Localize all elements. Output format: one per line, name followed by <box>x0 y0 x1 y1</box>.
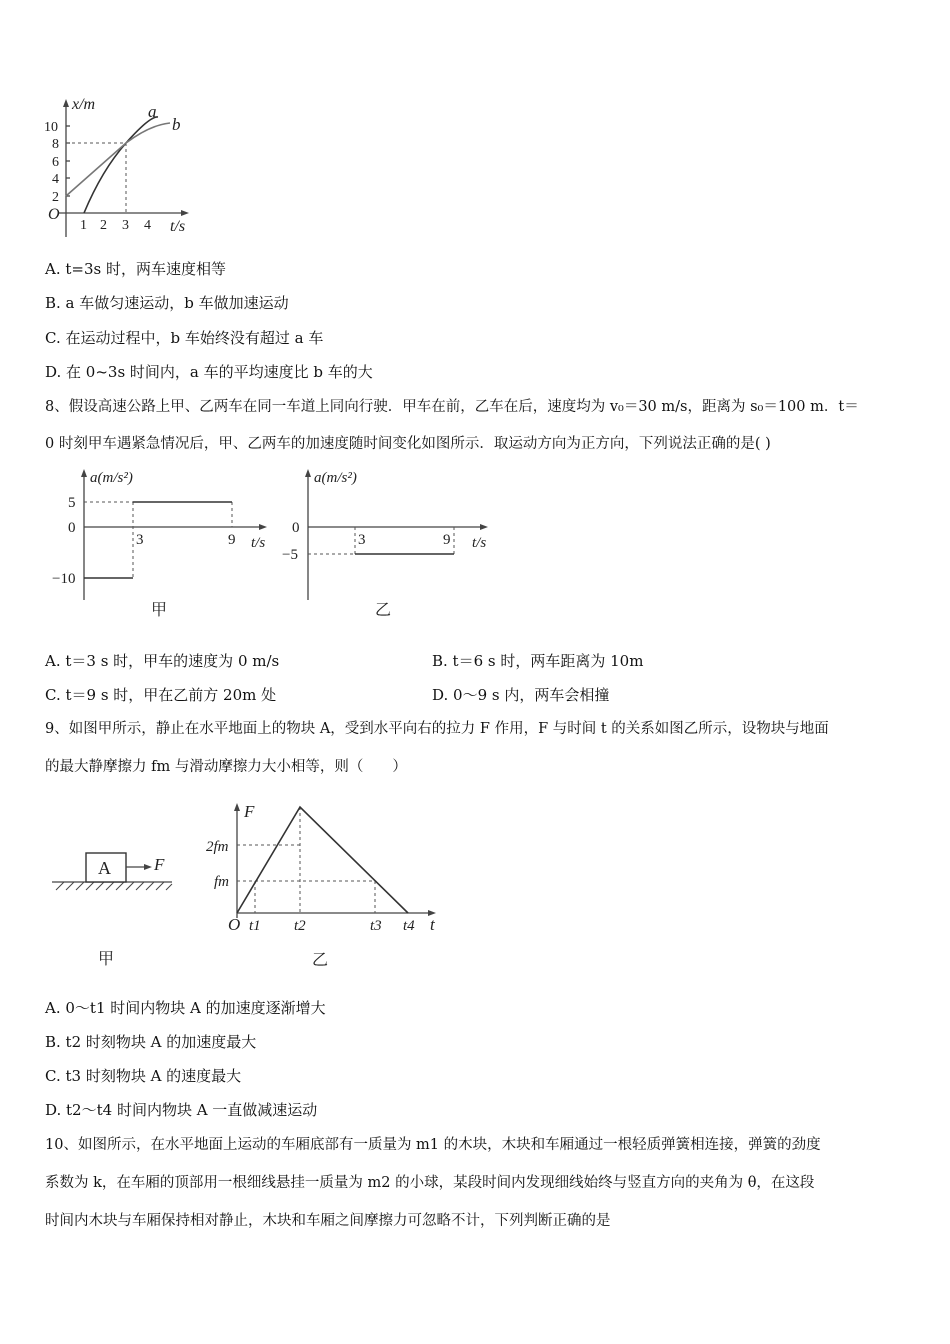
x-tick-label: t1 <box>249 918 261 934</box>
y-axis-label: F <box>244 802 255 821</box>
y-tick-label: 5 <box>68 495 76 511</box>
y-tick-label: 2fm <box>206 839 229 855</box>
x-tick-label: 3 <box>358 532 366 548</box>
figure-caption: 甲 <box>98 951 115 968</box>
y-axis-label: a(m/s²) <box>90 470 133 486</box>
x-tick-label: 4 <box>144 218 151 233</box>
x-tick-label: t4 <box>403 918 415 934</box>
y-tick-label: 10 <box>44 120 58 135</box>
q9-option-c: C. t3 时刻物块 A 的速度最大 <box>45 1067 242 1085</box>
x-tick-label: 9 <box>228 532 236 548</box>
y-tick-label: 8 <box>52 137 59 152</box>
q10-stem-line3: 时间内木块与车厢保持相对静止，木块和车厢之间摩擦力可忽略不计，下列判断正确的是 <box>45 1213 611 1229</box>
x-tick-label: t3 <box>370 918 382 934</box>
q9-option-d: D. t2～t4 时间内物块 A 一直做减速运动 <box>45 1101 318 1119</box>
q8-graph-jia <box>48 462 288 622</box>
figure-caption: 乙 <box>312 952 329 969</box>
origin-label: O <box>48 206 60 223</box>
q7-option-c: C. 在运动过程中，b 车始终没有超过 a 车 <box>45 329 324 347</box>
x-tick-label: 3 <box>122 218 129 233</box>
y-tick-label: −10 <box>52 571 76 587</box>
y-axis-arrow-icon <box>81 469 87 477</box>
q9-force-time-graph <box>200 795 450 970</box>
x-tick-label: 3 <box>136 532 144 548</box>
x-axis-arrow-icon <box>480 524 488 530</box>
q8-option-c: C. t＝9 s 时，甲在乙前方 20m 处 <box>45 686 277 704</box>
y-tick-label: 2 <box>52 190 59 205</box>
q7-option-a: A. t=3s 时，两车速度相等 <box>45 260 226 278</box>
q9-block-figure <box>48 840 188 970</box>
curve-b-label: b <box>172 115 181 134</box>
force-line <box>237 807 408 913</box>
a-t-line-jia <box>84 502 232 578</box>
x-axis-label: t <box>430 915 435 934</box>
x-axis-label: t/s <box>170 218 186 235</box>
q10-stem-line1: 10、如图所示，在水平地面上运动的车厢底部有一质量为 m1 的木块，木块和车厢通过一根轻质弹簧相连接，弹簧的劲度 <box>45 1137 821 1153</box>
x-axis-label: t/s <box>472 535 487 551</box>
y-axis-label: x/m <box>72 96 96 113</box>
x-axis-label: t/s <box>251 535 266 551</box>
q10-stem-line2: 系数为 k，在车厢的顶部用一根细线悬挂一质量为 m2 的小球，某段时间内发现细线始终与竖直方向的夹角为 θ，在这段 <box>45 1175 815 1191</box>
x-tick-label: 2 <box>100 218 107 233</box>
y-tick-label: 0 <box>68 520 76 536</box>
x-tick-label: t2 <box>294 918 306 934</box>
q7-option-d: D. 在 0~3s 时间内，a 车的平均速度比 b 车的大 <box>45 363 373 381</box>
y-tick-label: 4 <box>52 172 59 187</box>
y-axis-label: a(m/s²) <box>314 470 357 486</box>
x-tick-label: 1 <box>80 218 87 233</box>
q8-stem-line2: 0 时刻甲车遇紧急情况后，甲、乙两车的加速度随时间变化如图所示．取运动方向为正方向，下列说法正确的是( ) <box>45 436 771 452</box>
curve-b-line <box>66 123 170 196</box>
figure-caption: 乙 <box>375 602 392 619</box>
y-axis-arrow-icon <box>63 99 69 107</box>
q8-option-a: A. t＝3 s 时，甲车的速度为 0 m/s <box>45 652 280 670</box>
q8-stem-line1: 8、假设高速公路上甲、乙两车在同一车道上同向行驶．甲车在前，乙车在后，速度均为 v₀＝30 m/s，距离为 s₀＝100 m．t＝ <box>45 399 859 415</box>
q8-option-b: B. t＝6 s 时，两车距离为 10m <box>432 652 644 670</box>
y-tick-label: 6 <box>52 155 59 170</box>
y-tick-label: 0 <box>292 520 300 536</box>
force-label: F <box>154 855 165 874</box>
q8-graph-yi <box>278 462 498 622</box>
y-axis-arrow-icon <box>305 469 311 477</box>
q9-stem-line1: 9、如图甲所示，静止在水平地面上的物块 A，受到水平向右的拉力 F 作用，F 与时间 t 的关系如图乙所示，设物块与地面 <box>45 721 829 737</box>
q9-option-a: A. 0～t1 时间内物块 A 的加速度逐渐增大 <box>45 999 326 1017</box>
q9-stem-line2: 的最大静摩擦力 fm 与滑动摩擦力大小相等，则（ ） <box>45 759 407 775</box>
y-tick-label: fm <box>214 874 229 890</box>
x-axis-arrow-icon <box>259 524 267 530</box>
block-label: A <box>98 858 111 878</box>
curve-a-line <box>84 117 158 213</box>
q8-option-d: D. 0～9 s 内，两车会相撞 <box>432 686 610 704</box>
y-axis-arrow-icon <box>234 803 240 811</box>
q9-option-b: B. t2 时刻物块 A 的加速度最大 <box>45 1033 257 1051</box>
force-arrow-icon <box>144 864 152 870</box>
y-tick-label: −5 <box>282 547 298 563</box>
origin-label: O <box>228 915 241 934</box>
q7-xt-graph <box>40 95 210 245</box>
x-tick-label: 9 <box>443 532 451 548</box>
figure-caption: 甲 <box>151 602 168 619</box>
x-axis-arrow-icon <box>181 210 189 216</box>
q7-option-b: B. a 车做匀速运动，b 车做加速运动 <box>45 294 289 312</box>
curve-a-label: a <box>148 102 157 121</box>
